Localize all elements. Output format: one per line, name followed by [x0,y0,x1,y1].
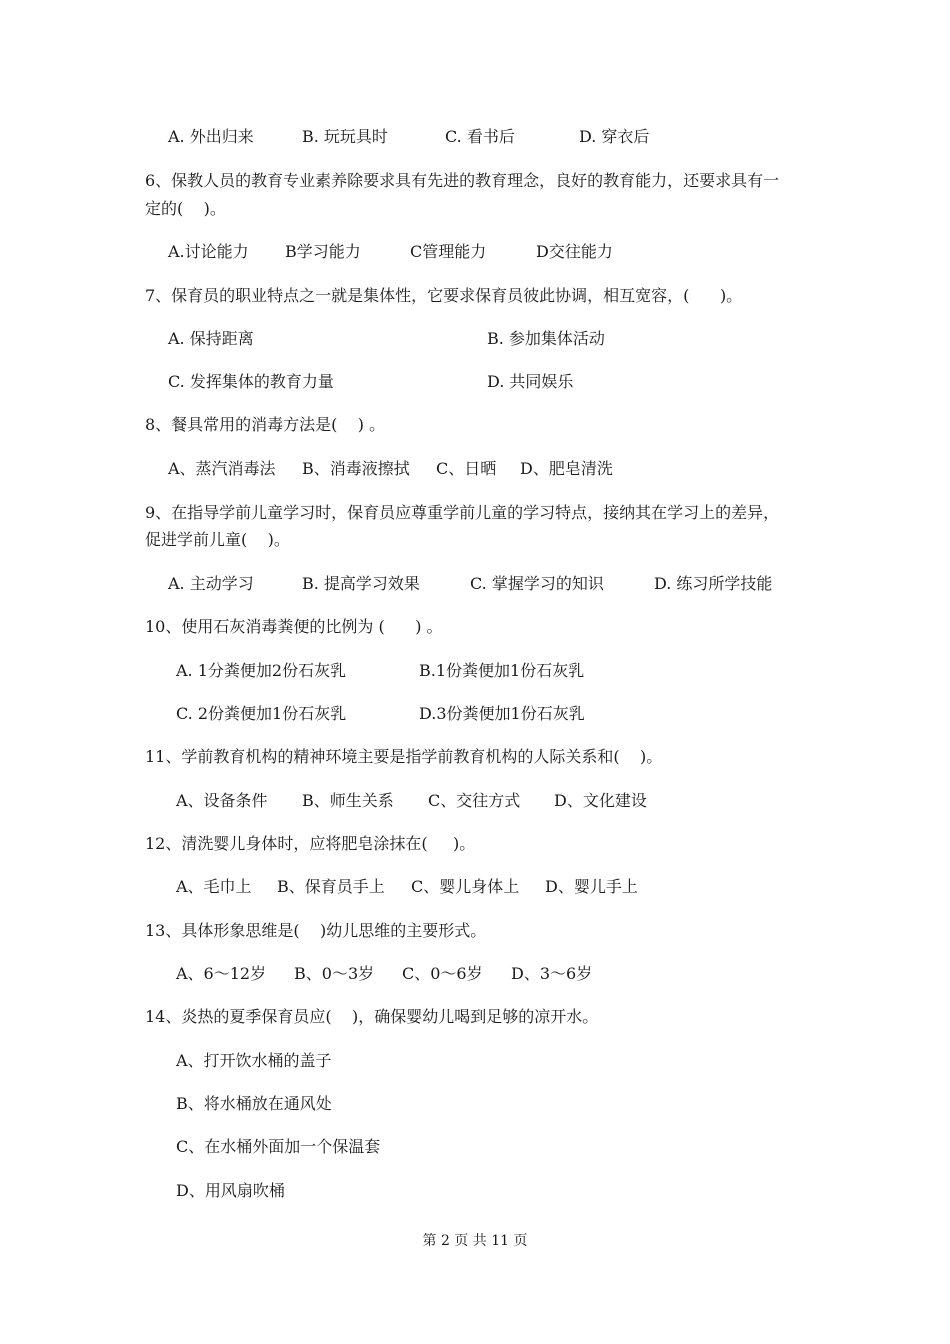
q6-option-c: C管理能力 [410,242,487,261]
q12-option-d: D、婴儿手上 [545,877,638,896]
q10-option-c: C. 2份粪便加1份石灰乳 [176,704,347,723]
q6-question-line2: 定的( )。 [145,199,226,218]
q12-question: 12、清洗婴儿身体时，应将肥皂涂抹在( )。 [145,834,476,853]
q8-option-b: B、消毒液擦拭 [302,459,410,478]
q13-option-c: C、0～6岁 [402,964,483,983]
q9-question-line1: 9、在指导学前儿童学习时，保育员应尊重学前儿童的学习特点，接纳其在学习上的差异， [145,503,780,522]
q5-option-b: B. 玩玩具时 [302,127,388,146]
q5-option-a: A. 外出归来 [168,127,254,146]
q10-question: 10、使用石灰消毒粪便的比例为 ( ) 。 [145,617,443,636]
q6-option-b: B学习能力 [285,242,361,261]
q11-option-a: A、设备条件 [176,791,268,810]
q9-option-c: C. 掌握学习的知识 [470,574,604,593]
q10-option-a: A. 1分粪便加2份石灰乳 [176,661,347,680]
q5-option-d: D. 穿衣后 [579,127,650,146]
q13-option-b: B、0～3岁 [294,964,375,983]
q14-question: 14、炎热的夏季保育员应( )，确保婴幼儿喝到足够的凉开水。 [145,1007,599,1026]
page-number-footer: 第 2 页 共 11 页 [422,1233,528,1249]
q9-option-b: B. 提高学习效果 [302,574,420,593]
q11-option-d: D、文化建设 [554,791,647,810]
q7-option-b: B. 参加集体活动 [487,329,605,348]
q10-option-d: D.3份粪便加1份石灰乳 [419,704,585,723]
q8-option-a: A、蒸汽消毒法 [168,459,276,478]
q12-option-a: A、毛巾上 [176,877,252,896]
q5-option-c: C. 看书后 [445,127,515,146]
q7-question: 7、保育员的职业特点之一就是集体性，它要求保育员彼此协调，相互宽容，( )。 [145,286,743,305]
q13-question: 13、具体形象思维是( )幼儿思维的主要形式。 [145,921,487,940]
q8-option-c: C、日晒 [436,459,497,478]
q13-option-a: A、6～12岁 [176,964,267,983]
q8-option-d: D、肥皂清洗 [520,459,613,478]
q10-option-b: B.1份粪便加1份石灰乳 [419,661,585,680]
q7-option-c: C. 发挥集体的教育力量 [168,372,334,391]
q8-question: 8、餐具常用的消毒方法是( ) 。 [145,415,386,434]
q13-option-d: D、3～6岁 [511,964,593,983]
q6-option-d: D交往能力 [536,242,613,261]
q11-question: 11、学前教育机构的精神环境主要是指学前教育机构的人际关系和( )。 [145,747,663,766]
q11-option-c: C、交往方式 [428,791,521,810]
q12-option-c: C、婴儿身体上 [411,877,520,896]
q6-option-a: A.讨论能力 [168,242,249,261]
q9-option-a: A. 主动学习 [168,574,254,593]
q9-option-d: D. 练习所学技能 [654,574,773,593]
q12-option-b: B、保育员手上 [277,877,385,896]
q14-option-a: A、打开饮水桶的盖子 [176,1051,332,1070]
q14-option-c: C、在水桶外面加一个保温套 [176,1137,381,1156]
q7-option-d: D. 共同娱乐 [487,372,574,391]
q6-question-line1: 6、保教人员的教育专业素养除要求具有先进的教育理念，良好的教育能力，还要求具有一 [145,171,780,190]
q7-option-a: A. 保持距离 [168,329,254,348]
q9-question-line2: 促进学前儿童( )。 [145,530,290,549]
q11-option-b: B、师生关系 [302,791,394,810]
q14-option-d: D、用风扇吹桶 [176,1181,285,1200]
q14-option-b: B、将水桶放在通风处 [176,1094,332,1113]
